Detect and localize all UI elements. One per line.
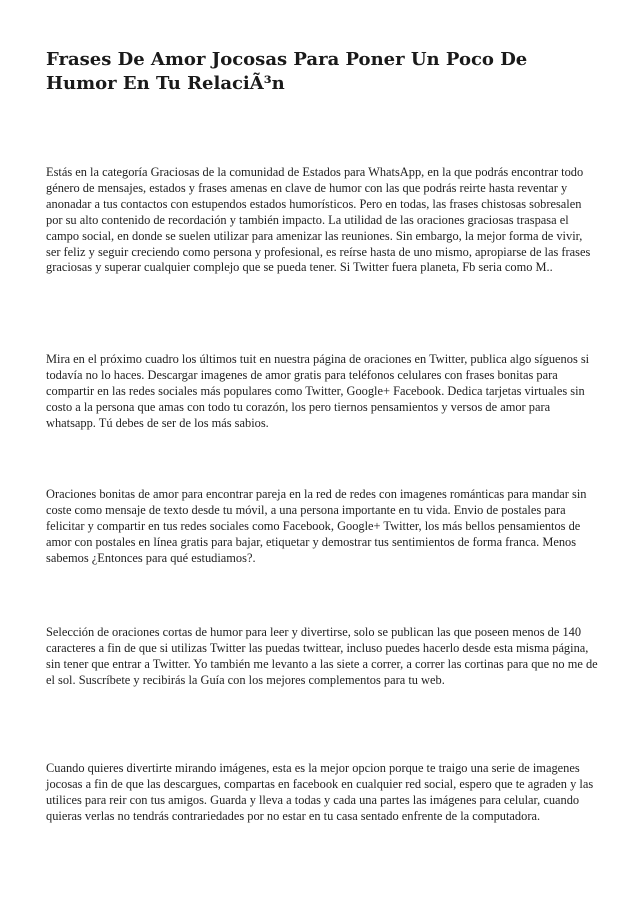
paragraph-1: Estás en la categoría Graciosas de la comunidad de Estados para WhatsApp, en la que podrás encontrar todo género de mensajes, estados y frases amenas en clave de humor con las que podrás reirte hasta reventar y anonadar a tus contactos con estupendos estados humorísticos. Pero en todas, las frases chistosas sobresalen por su alto contenido de recordación y también impacto. La utilidad de las oraciones graciosas traspasa el campo social, en donde se suelen utilizar para amenizar las reuniones. Sin embargo, la mejor forma de vivir, ser feliz y seguir creciendo como persona y profesional, es reírse hasta de uno mismo, apropiarse de las frases graciosas y superar cualquier complejo que se pueda tener. Si Twitter fuera planeta, Fb seria como M.. [46, 165, 591, 275]
paragraph-5: Cuando quieres divertirte mirando imágenes, esta es la mejor opcion porque te traigo una serie de imagenes jocosas a fin de que las descargues, compartas en facebook en cualquier red social, espero que te agraden y las utilices para reir con tus amigos. Guarda y lleva a todas y cada una partes las imágenes para celular, cuando quieras verlas no tendrás contrariedades por no estar en tu casa sentado enfrente de la computadora. [46, 761, 594, 823]
paragraph-4: Selección de oraciones cortas de humor para leer y divertirse, solo se publican las que poseen menos de 140 caracteres a fin de que si utilizas Twitter las puedas twittear, incluso puedes hacerlo desde esta misma página, sin tener que entrar a Twitter. Yo también me levanto a las siete a correr, a correr las cortinas para que no me de el sol. Suscríbete y recibirás la Guía con los mejores complementos para tu web. [46, 625, 598, 687]
page-title: Frases De Amor Jocosas Para Poner Un Poco De Humor En Tu RelaciÃ³n [46, 49, 528, 94]
paragraph-3: Oraciones bonitas de amor para encontrar pareja en la red de redes con imagenes románticas para mandar sin coste como mensaje de texto desde tu móvil, a una persona importante en tu vida. Envio de postales para felicitar y compartir en tus redes sociales como Facebook, Google+ Twitter, los más bellos pensamientos de amor con postales en línea gratis para bajar, etiquetar y demostrar tus sentimientos de forma franca. Menos sabemos ¿Entonces para qué estudiamos?. [46, 487, 587, 565]
paragraph-2: Mira en el próximo cuadro los últimos tuit en nuestra página de oraciones en Twitter, publica algo síguenos si todavía no lo haces. Descargar imagenes de amor gratis para teléfonos celulares con frases bonitas para compartir en las redes sociales más populares como Twitter, Google+ Facebook. Dedica tarjetas virtuales sin costo a la persona que amas con todo tu corazón, los pero tiernos pensamientos y versos de amor para whatsapp. Tú debes de ser de los más sabios. [46, 352, 590, 430]
